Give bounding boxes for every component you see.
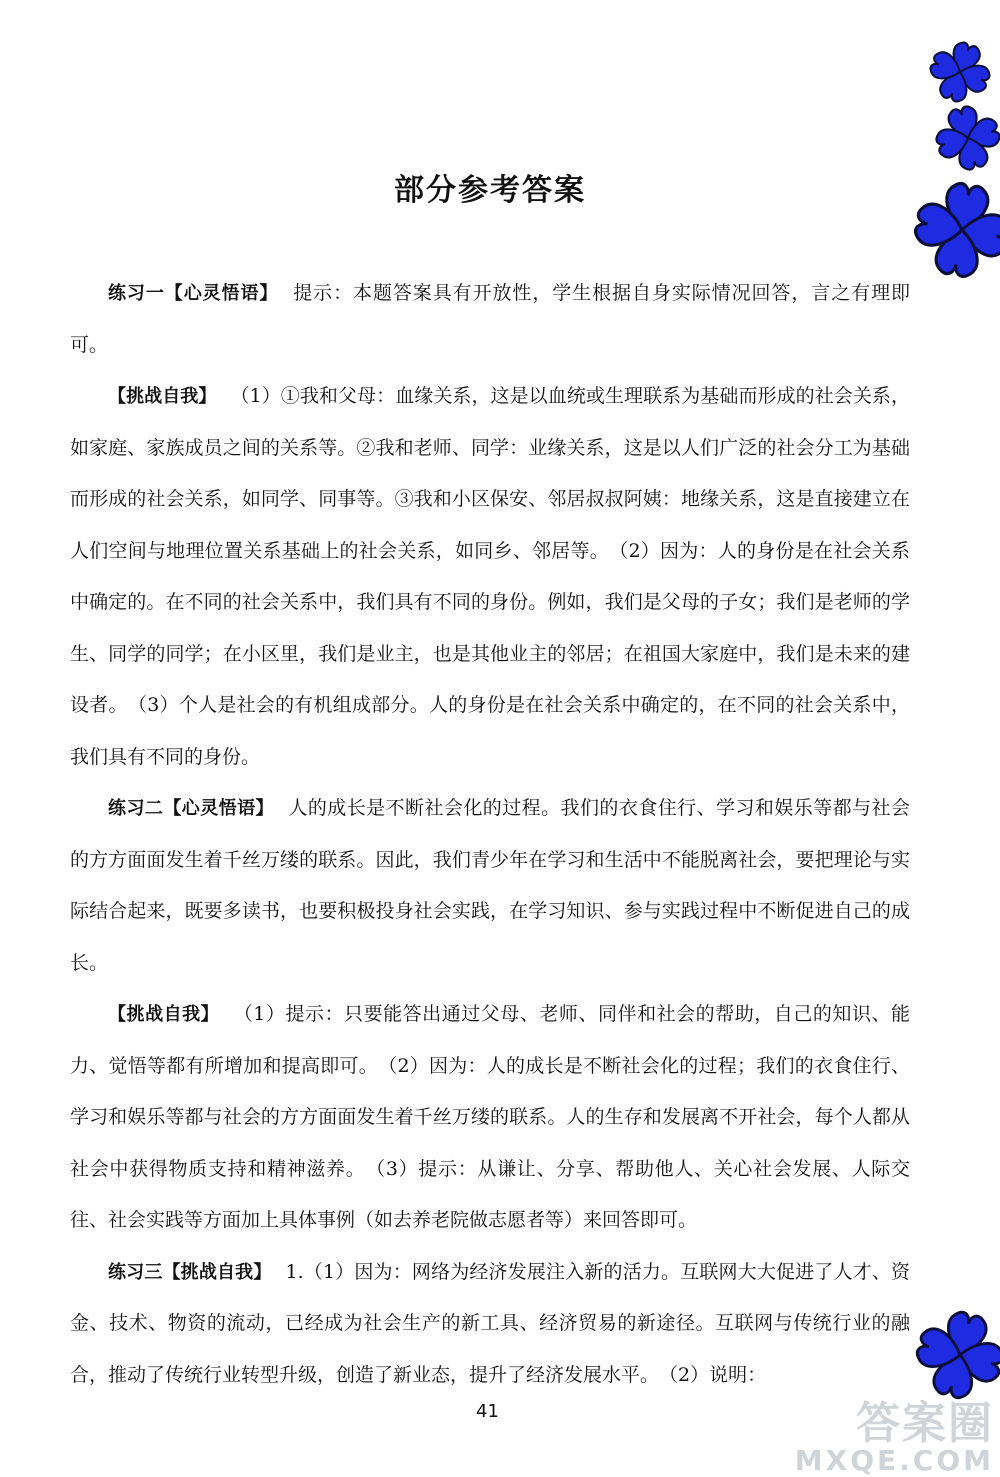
- watermark-text-top: 答案圈: [856, 1398, 994, 1449]
- paragraph-text: （1）提示：只要能答出通过父母、老师、同伴和社会的帮助，自己的知识、能力、觉悟等都有所增加和提高即可。 （2）因为：人的成长是不断社会化的过程；我们的衣食住行、学习和娱乐等都与社会的方方面面发生着千丝万缕的联系。人的生存和发展离不开社会，每个人都从社会中获得物质支持和精神滋养。 （3）提示：从谦让、分享、帮助他人、关心社会发展、人际交往、社会实践等方面加上具体事例（如去养老院做志愿者等）来回答即可。: [70, 1003, 911, 1231]
- answer-content: [70, 268, 910, 1401]
- section-tag: 练习一【心灵悟语】: [108, 283, 279, 304]
- clover-icon: [909, 35, 1000, 283]
- section-tag: 【挑战自我】: [108, 1004, 220, 1025]
- page-title: 部分参考答案: [394, 173, 586, 208]
- clover-icon: [909, 1304, 1000, 1407]
- paragraph-exercise-2-insight: [70, 783, 910, 989]
- paragraph-text: 1.（1）因为：网络为经济发展注入新的活力。互联网大大促进了人才、资金、技术、物资的流动，已经成为社会生产的新工具、经济贸易的新途径。互联网与传统行业的融合，推动了传统行业转型升级，创造了新业态，提升了经济发展水平。 （2）说明：: [70, 1260, 911, 1386]
- clover-decoration-top: [890, 30, 1000, 300]
- paragraph-exercise-3-challenge: [70, 1247, 910, 1402]
- clover-decoration-bottom: [900, 1300, 1000, 1410]
- paragraph-exercise-2-challenge: [70, 989, 910, 1247]
- paragraph-text: 提示：本题答案具有开放性，学生根据自身实际情况回答，言之有理即可。: [70, 282, 910, 356]
- paragraph-text: 人的成长是不断社会化的过程。我们的衣食住行、学习和娱乐等都与社会的方方面面发生着千丝万缕的联系。因此，我们青少年在学习和生活中不能脱离社会，要把理论与实际结合起来，既要多读书，也要积极投身社会实践，在学习知识、参与实践过程中不断促进自己的成长。: [70, 797, 910, 974]
- watermark-logo: [784, 1398, 994, 1477]
- watermark-text-bottom: MXQE.COM: [794, 1444, 994, 1477]
- paragraph-exercise-1-challenge: [70, 371, 910, 783]
- section-tag: 练习三【挑战自我】: [108, 1261, 272, 1283]
- paragraph-exercise-1-insight: [70, 268, 910, 371]
- section-tag: 练习二【心灵悟语】: [108, 798, 274, 819]
- section-tag: 【挑战自我】: [108, 386, 217, 407]
- paragraph-text: （1）①我和父母：血缘关系，这是以血统或生理联系为基础而形成的社会关系，如家庭、家族成员之间的关系等。②我和老师、同学：业缘关系，这是以人们广泛的社会分工为基础而形成的社会关系，如同学、同事等。③我和小区保安、邻居叔叔阿姨：地缘关系，这是直接建立在人们空间与地理位置关系基础上的社会关系，如同乡、邻居等。 （2）因为：人的身份是在社会关系中确定的。在不同的社会关系中，我们具有不同的身份。例如，我们是父母的子女；我们是老师的学生、同学的同学；在小区里，我们是业主，也是其他业主的邻居；在祖国大家庭中，我们是未来的建设者。 （3）个人是社会的有机组成部分。人的身份是在社会关系中确定的，在不同的社会关系中，我们具有不同的身份。: [70, 385, 911, 768]
- page-number: 41: [476, 1401, 499, 1422]
